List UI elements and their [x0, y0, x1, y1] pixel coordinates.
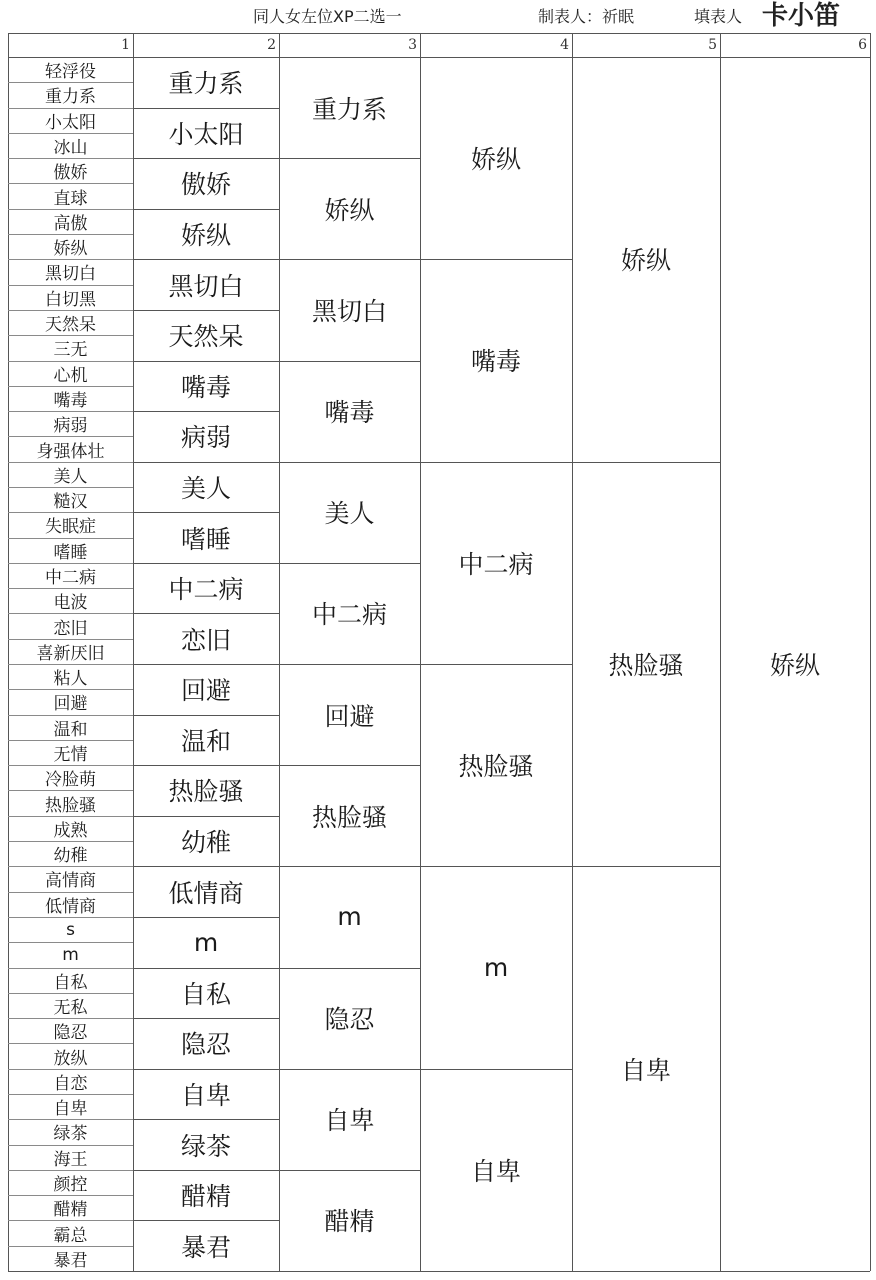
row-divider [133, 715, 279, 716]
row-divider [8, 259, 133, 260]
bracket-cell-round2: 回避 [180, 676, 231, 706]
bracket-cell-round1: 糙汉 [53, 492, 88, 513]
column-number: 3 [408, 37, 417, 53]
bracket-cell-round1: 粘人 [53, 669, 88, 690]
filler-name: 卡小笛 [762, 1, 841, 31]
row-divider [133, 259, 279, 260]
bracket-cell-round2: 重力系 [168, 69, 244, 99]
bracket-cell-round1: 中二病 [45, 567, 96, 588]
bracket-cell-round4: 中二病 [458, 549, 534, 579]
bracket-cell-round2: 温和 [180, 726, 231, 756]
row-divider [133, 563, 279, 564]
row-divider [420, 462, 572, 463]
row-divider [279, 1069, 420, 1070]
bracket-cell-round5: 热脸骚 [608, 650, 684, 680]
bracket-cell-round3: 醋精 [324, 1207, 375, 1237]
bracket-cell-round1: 嗜睡 [53, 542, 88, 563]
row-divider [8, 183, 133, 184]
row-divider [279, 158, 420, 159]
bracket-cell-round3: 热脸骚 [311, 802, 387, 832]
bracket-cell-round4: m [483, 952, 509, 982]
row-divider [8, 993, 133, 994]
row-divider [133, 512, 279, 513]
row-divider [279, 968, 420, 969]
row-divider [133, 664, 279, 665]
row-divider [133, 1018, 279, 1019]
bracket-cell-round1: 热脸骚 [45, 795, 96, 816]
row-divider [8, 1119, 133, 1120]
row-divider [8, 386, 133, 387]
bracket-cell-round3: 中二病 [311, 600, 387, 630]
row-divider [133, 1170, 279, 1171]
row-divider [133, 1119, 279, 1120]
bracket-cell-round2: 绿茶 [180, 1131, 231, 1161]
row-divider [8, 613, 133, 614]
row-divider [8, 1069, 133, 1070]
row-divider [133, 816, 279, 817]
bracket-cell-round1: 轻浮役 [45, 62, 96, 83]
bracket-cell-round1: 冷脸萌 [45, 770, 96, 791]
bracket-cell-round1: 醋精 [53, 1200, 88, 1221]
bracket-cell-round2: 中二病 [168, 575, 244, 605]
maker-label: 制表人：祈眠 [538, 7, 635, 26]
row-divider [8, 538, 133, 539]
column-number: 4 [560, 37, 569, 53]
row-divider [8, 816, 133, 817]
row-divider [8, 108, 133, 109]
bracket-cell-round1: 高情商 [45, 871, 96, 892]
row-divider [420, 259, 572, 260]
row-divider [133, 866, 279, 867]
bracket-cell-round1: 无私 [53, 997, 88, 1018]
bracket-cell-round1: 自恋 [53, 1073, 88, 1094]
bracket-cell-round2: 天然呆 [168, 322, 244, 352]
bracket-cell-round1: m [62, 944, 79, 965]
column-divider [870, 33, 871, 1271]
bracket-cell-round1: 白切黑 [45, 289, 96, 310]
row-divider [279, 664, 420, 665]
row-divider [133, 108, 279, 109]
row-divider [133, 613, 279, 614]
bracket-cell-round4: 自卑 [470, 1156, 521, 1186]
bracket-cell-round2: 幼稚 [180, 828, 231, 858]
row-divider [8, 968, 133, 969]
bracket-cell-round3: m [337, 902, 362, 932]
bracket-cell-round1: s [66, 919, 75, 940]
row-divider [8, 1170, 133, 1171]
row-divider [279, 462, 420, 463]
bracket-cell-round1: 病弱 [53, 416, 88, 437]
row-divider [8, 462, 133, 463]
row-divider [8, 158, 133, 159]
bracket-cell-round3: 重力系 [311, 94, 387, 124]
row-divider [279, 259, 420, 260]
row-divider [8, 361, 133, 362]
bracket-cell-round2: 娇纵 [180, 221, 231, 251]
bracket-cell-round1: 放纵 [53, 1048, 88, 1069]
bracket-cell-round1: 高傲 [53, 213, 88, 234]
bracket-cell-round2: m [193, 927, 219, 957]
bracket-cell-round1: 隐忍 [53, 1023, 88, 1044]
bracket-cell-round2: 嗜睡 [180, 524, 231, 554]
bracket-cell-round5: 娇纵 [620, 246, 671, 276]
bracket-cell-round2: 自私 [180, 979, 231, 1009]
bracket-cell-round1: 美人 [53, 466, 88, 487]
bracket-cell-round1: 黑切白 [45, 264, 96, 285]
row-divider [8, 234, 133, 235]
row-divider [572, 462, 720, 463]
bracket-cell-round1: 傲娇 [53, 163, 88, 184]
bracket-cell-round1: 温和 [53, 719, 88, 740]
row-divider [8, 689, 133, 690]
bracket-cell-round1: 直球 [53, 188, 88, 209]
row-divider [8, 1195, 133, 1196]
bracket-cell-round4: 嘴毒 [470, 347, 521, 377]
row-divider [8, 436, 133, 437]
bracket-cell-round6: 娇纵 [769, 651, 820, 680]
bracket-cell-round2: 美人 [180, 473, 231, 503]
bracket-cell-round1: 颜控 [53, 1174, 88, 1195]
row-divider [572, 866, 720, 867]
row-divider [8, 588, 133, 589]
bracket-cell-round3: 美人 [324, 499, 375, 529]
row-divider [8, 740, 133, 741]
bottom-rule [8, 1271, 870, 1272]
bracket-cell-round2: 低情商 [168, 878, 244, 908]
bracket-cell-round2: 醋精 [180, 1182, 231, 1212]
row-divider [8, 1043, 133, 1044]
row-divider [8, 82, 133, 83]
column-number: 1 [121, 37, 130, 53]
bracket-cell-round1: 自私 [53, 972, 88, 993]
row-divider [133, 1220, 279, 1221]
row-divider [8, 1094, 133, 1095]
row-divider [8, 917, 133, 918]
row-divider [8, 133, 133, 134]
row-divider [133, 968, 279, 969]
row-divider [133, 917, 279, 918]
bracket-cell-round1: 恋旧 [53, 618, 88, 639]
bracket-cell-round2: 自卑 [180, 1080, 231, 1110]
column-number: 2 [267, 37, 276, 53]
bracket-cell-round1: 海王 [53, 1149, 88, 1170]
row-divider [8, 942, 133, 943]
row-divider [133, 765, 279, 766]
bracket-cell-round1: 三无 [53, 340, 88, 361]
row-divider [279, 361, 420, 362]
row-divider [8, 310, 133, 311]
row-divider [8, 1145, 133, 1146]
bracket-cell-round1: 幼稚 [53, 846, 88, 867]
bracket-cell-round1: 成熟 [53, 820, 88, 841]
bracket-cell-round1: 失眠症 [45, 517, 96, 538]
bracket-cell-round1: 暴君 [53, 1250, 88, 1271]
row-divider [133, 411, 279, 412]
bracket-cell-round3: 自卑 [324, 1106, 375, 1136]
row-divider [8, 1246, 133, 1247]
row-divider [133, 209, 279, 210]
row-divider [8, 715, 133, 716]
bracket-cell-round1: 喜新厌旧 [36, 643, 105, 664]
row-divider [8, 411, 133, 412]
sheet-title: 同人女左位XP二选一 [253, 7, 402, 26]
bracket-cell-round1: 天然呆 [45, 315, 96, 336]
bracket-cell-round1: 冰山 [53, 138, 88, 159]
row-divider [8, 285, 133, 286]
bracket-cell-round1: 重力系 [45, 87, 96, 108]
row-divider [8, 209, 133, 210]
column-number: 6 [858, 37, 867, 53]
bracket-cell-round1: 自卑 [53, 1099, 88, 1120]
bracket-cell-round2: 傲娇 [180, 170, 231, 200]
row-divider [133, 158, 279, 159]
bracket-cell-round1: 电波 [53, 593, 88, 614]
bracket-cell-round3: 嘴毒 [324, 398, 375, 428]
row-divider [279, 866, 420, 867]
row-divider [8, 892, 133, 893]
bracket-cell-round3: 回避 [324, 701, 375, 731]
bracket-cell-round2: 小太阳 [168, 119, 244, 149]
row-divider [133, 462, 279, 463]
row-divider [8, 512, 133, 513]
row-divider [133, 361, 279, 362]
row-divider [8, 563, 133, 564]
row-divider [8, 790, 133, 791]
row-divider [279, 563, 420, 564]
bracket-cell-round2: 病弱 [180, 423, 231, 453]
bracket-cell-round2: 暴君 [180, 1232, 231, 1262]
bracket-cell-round1: 绿茶 [53, 1124, 88, 1145]
row-divider [420, 866, 572, 867]
row-divider [420, 1069, 572, 1070]
bracket-cell-round1: 低情商 [45, 896, 96, 917]
row-divider [8, 866, 133, 867]
bracket-cell-round1: 心机 [53, 365, 88, 386]
row-divider [420, 664, 572, 665]
row-divider [133, 1069, 279, 1070]
bracket-cell-round1: 小太阳 [45, 112, 96, 133]
bracket-cell-round5: 自卑 [620, 1055, 671, 1085]
bracket-cell-round2: 隐忍 [180, 1030, 231, 1060]
bracket-cell-round1: 回避 [53, 694, 88, 715]
row-divider [8, 1220, 133, 1221]
row-divider [8, 664, 133, 665]
bracket-cell-round2: 恋旧 [180, 625, 231, 655]
bracket-cell-round3: 隐忍 [324, 1005, 375, 1035]
row-divider [8, 765, 133, 766]
bracket-cell-round4: 热脸骚 [458, 752, 534, 782]
bracket-cell-round1: 身强体壮 [36, 441, 105, 462]
bracket-cell-round1: 霸总 [53, 1225, 88, 1246]
row-divider [8, 335, 133, 336]
bracket-cell-round4: 娇纵 [470, 145, 521, 175]
row-divider [133, 310, 279, 311]
filler-label: 填表人 [694, 7, 743, 26]
row-divider [8, 1018, 133, 1019]
bracket-cell-round3: 黑切白 [311, 296, 387, 326]
row-divider [8, 639, 133, 640]
bracket-cell-round2: 热脸骚 [168, 777, 244, 807]
bracket-cell-round3: 娇纵 [324, 195, 375, 225]
row-divider [279, 765, 420, 766]
bracket-cell-round1: 无情 [53, 745, 88, 766]
row-divider [8, 841, 133, 842]
column-number: 5 [708, 37, 717, 53]
bracket-cell-round2: 黑切白 [168, 271, 244, 301]
bracket-cell-round1: 嘴毒 [53, 390, 88, 411]
row-divider [279, 1170, 420, 1171]
bracket-cell-round1: 娇纵 [53, 239, 88, 260]
row-divider [8, 487, 133, 488]
bracket-cell-round2: 嘴毒 [180, 372, 231, 402]
